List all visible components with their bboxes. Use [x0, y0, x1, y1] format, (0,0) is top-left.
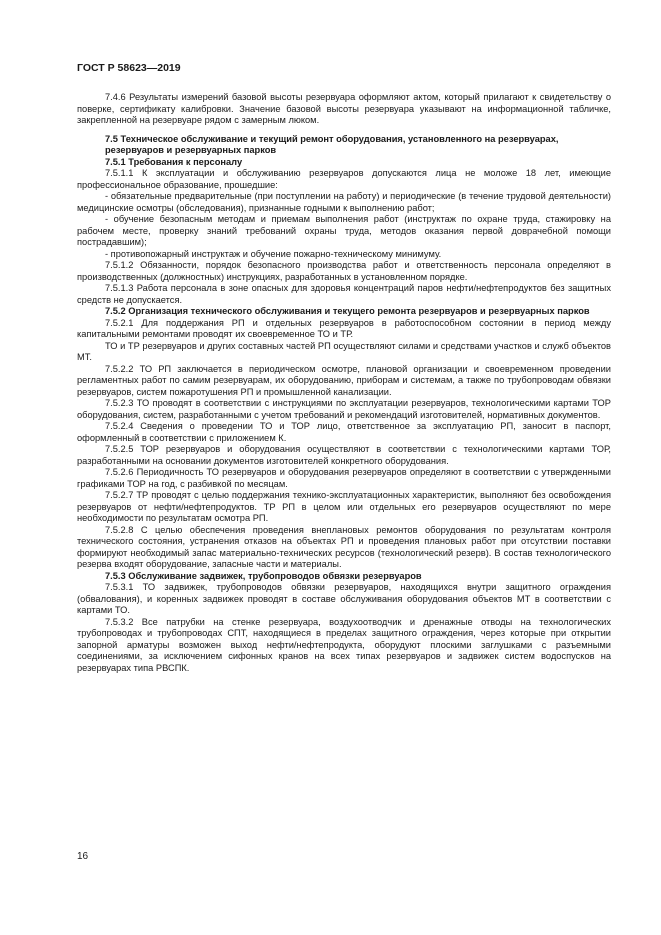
section-heading-7-5-2: 7.5.2 Организация технического обслуживания и текущего ремонта резервуаров и резервуарных парков — [105, 306, 590, 316]
section-heading-7-5-1: 7.5.1 Требования к персоналу — [105, 156, 243, 167]
list-item: - обучение безопасным методам и приемам выполнения работ (инструктаж по охране труда, стажировку на рабочем месте, проверку знаний требований охраны труда, методов оказания первой доврачебной помощи пострадавшим); — [77, 214, 611, 247]
paragraph-7-4-6: 7.4.6 Результаты измерений базовой высоты резервуара оформляют актом, который прилагают к свидетельству о поверке, сертификату калибровки. Значение базовой высоты резервуара указывают на информационной табличке, закрепленной на резервуаре рядом с замерным люком. — [77, 92, 611, 125]
paragraph-7-5-2-5: 7.5.2.5 ТОР резервуаров и оборудования осуществляют в соответствии с технологическими картами ТОР, разработанными на основании документов изготовителей конкретного оборудования. — [77, 444, 611, 466]
section-heading-7-5-3: 7.5.3 Обслуживание задвижек, трубопроводов обвязки резервуаров — [105, 570, 422, 581]
paragraph-7-5-1-1: 7.5.1.1 К эксплуатации и обслуживанию резервуаров допускаются лица не моложе 18 лет, имеющие профессиональное образование, прошедшие: — [77, 168, 611, 190]
document-header: ГОСТ Р 58623—2019 — [77, 62, 181, 74]
document-body — [77, 92, 611, 674]
paragraph-7-5-2-8: 7.5.2.8 С целью обеспечения проведения внеплановых ремонтов оборудования по результатам контроля технического состояния, устранения отказов на объектах РП и проведения плановых работ при отсутствии поставки формируют необходимый запас материально-технических ресурсов (технологический резерв). В состав технологического резерва входят оборудование, запасные части и материалы. — [77, 524, 611, 569]
paragraph-7-5-3-2: 7.5.3.2 Все патрубки на стенке резервуара, воздухоотводчик и дренажные отводы на технологических трубопроводах и трубопроводах СПТ, находящиеся в пределах защитного ограждения, через которые при открытии запорной арматуры возможен выход нефти/нефтепродукта, оборудуют плоскими заглушками с разъемными соединениями, за исключением сифонных кранов на всех типах резервуаров и задвижек систем водоспусков на резервуарах типа РВСПК. — [77, 616, 611, 673]
paragraph-7-5-1-3: 7.5.1.3 Работа персонала в зоне опасных для здоровья концентраций паров нефти/нефтепродуктов без защитных средств не допускается. — [77, 283, 611, 305]
section-heading-7-5: 7.5 Техническое обслуживание и текущий ремонт оборудования, установленного на резервуарах, резервуаров и резервуарных парков — [105, 133, 559, 155]
list-item: - обязательные предварительные (при поступлении на работу) и периодические (в течение трудовой деятельности) медицинские осмотры (обследования), признанные годными к выполнению работ; — [77, 191, 611, 213]
paragraph-7-5-2-1-b: ТО и ТР резервуаров и других составных частей РП осуществляют силами и средствами участков и служб объектов МТ. — [77, 340, 611, 362]
paragraph-7-5-3-1: 7.5.3.1 ТО задвижек, трубопроводов обвязки резервуаров, находящихся внутри защитного ограждения (обвалования), и коренных задвижек проводят в составе обслуживания оборудования объектов МТ в соответствии с картами ТО. — [77, 582, 611, 615]
page-number: 16 — [77, 851, 89, 862]
paragraph-7-5-2-2: 7.5.2.2 ТО РП заключается в периодическом осмотре, плановой организации и своевременном проведении регламентных работ по самим резервуарам, их оборудованию, приборам и системам, а также по трубопроводам обвязки резервуаров, систем пожаротушения РП и промышленной канализации. — [77, 363, 611, 397]
paragraph-7-5-2-7: 7.5.2.7 ТР проводят с целью поддержания технико-эксплуатационных характеристик, выполняют без освобождения резервуаров от нефти/нефтепродуктов. ТР РП в целом или отдельных его резервуаров осуществляют по мере необходимости по результатам осмотра РП. — [77, 490, 611, 523]
paragraph-7-5-2-3: 7.5.2.3 ТО проводят в соответствии с инструкциями по эксплуатации резервуаров, технологическими картами ТОР оборудования, систем, разработанными с учетом требований и рекомендаций изготовителей, нормативных документов. — [77, 398, 611, 420]
list-item: - противопожарный инструктаж и обучение пожарно-техническому минимуму. — [105, 248, 442, 259]
paragraph-7-5-2-6: 7.5.2.6 Периодичность ТО резервуаров и оборудования резервуаров определяют в соответствии с утвержденными графиками ТОР на год, с разбивкой по месяцам. — [77, 467, 611, 489]
paragraph-7-5-2-4: 7.5.2.4 Сведения о проведении ТО и ТОР лицо, ответственное за эксплуатацию РП, заносит в паспорт, оформленный в соответствии с приложением К. — [77, 421, 611, 443]
paragraph-7-5-2-1: 7.5.2.1 Для поддержания РП и отдельных резервуаров в работоспособном состоянии в период между капитальными ремонтами проводят их своевременное ТО и ТР. — [77, 317, 611, 339]
paragraph-7-5-1-2: 7.5.1.2 Обязанности, порядок безопасного производства работ и ответственность персонала определяют в производственных (должностных) инструкциях, разработанных в установленном порядке. — [77, 260, 611, 282]
